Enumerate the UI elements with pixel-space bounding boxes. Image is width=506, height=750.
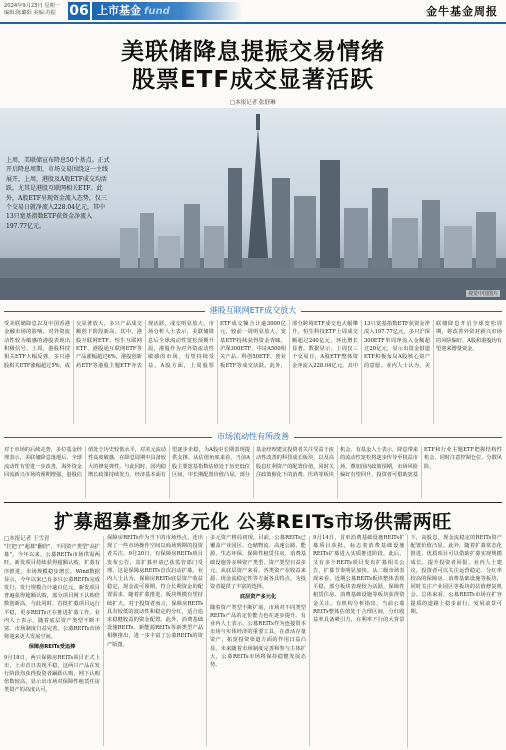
section-1-body: 受美联储降息以及中国香港金融市场的影响，对外资流动性较为敏感的港股表现出积极信号。上周，港股科技相关ETF大幅反弹，多只港股相关ETF涨幅超过5%，成交显著放大，多只产品成交额创下阶段新高。其中，港股互联网ETF、恒生互联网ETF、港股通互联网ETF等产品涨幅超过6%，港股创新药ETF等港股主题ETF亦表现活跃，成交明显放大。市场分析人士表示，美联储降息后全球流动性宽松预期升温，港股作为对外资流动性敏感的市场，有望持续受益。A股方面，上周股票ETF成交额合计逾3000亿元，较前一周明显放大，宽基ETF持续获得资金青睐，沪深300ETF、中证A500相关产品、科创50ETF、创业板ETF等成交活跃。此外，部分跨境ETF成交也大幅攀升，恒生科技ETF上周成交额超过240亿元，环比增长显著。数据显示，上周仅三个交易日，A股ETF整体资金净流入228.04亿元，其中13只宽基指数ETF获资金净流入197.77亿元，多只沪深300ETF单周净流入金额超过20亿元，显示出资金借道ETF积极布局A股核心资产的意愿。业内人士认为，美联储降息开启全球宽松周期，将改善外资对新兴市场的风险偏好，A股和港股均有望迎来增量资金。 (4, 321, 502, 369)
reits-col3-tail: 随着资产类型不断扩展，市场对不同类型REITs产品的定价能力也在逐步提升。有业内人士表示，公募REITs作为连接资本市场与实体经济的重要工具，在盘活存量资产、拓宽投资渠道方面的作用日益凸显。未来随着市场制度完善和参与主体扩大，公募REITs市场将保持稳健发展态势。 (210, 604, 306, 669)
reits-column-1 (4, 543, 100, 748)
section-ghost-word: fund (144, 6, 170, 17)
subhead-hk-etf-text: 港股互联网ETF成交放大 (205, 306, 302, 315)
reits-col2-text: 保障房REITs作为当下的市场热点，还出现了一些市场操作空间以商场到期的投资者关注。9月20日，有保障房REITs项目发布公告，其扩募申请已获监管部门受理，这是保障房REITs首次启动扩募。业内人士认为，保障房REITs底层资产收益稳定，现金流可预期，符合长期资金的配置需求，随着扩募推进，板块规模有望持续扩大。对于投资者而言，保障房REITs具有较低的波动性和稳定的分红，适合追求稳健收益的资金配置。此外，消费基础设施REITs、新能源REITs等新类型产品相继推出，进一步丰富了公募REITs的资产版图。 (107, 535, 203, 648)
section-title: 上市基金 (97, 4, 141, 17)
headline-etf (0, 38, 506, 94)
subhead-liquidity (0, 430, 506, 444)
reits-col1-text: "扛把子"超募"翻倍"，不同资产类型"高扩募"，今年以来，公募REITs市场供需两旺，新发项目持续获得超额认购，扩募有序推进，市场规模稳步增长。Wind数据显示，今年以来已有多只公募REITs完成发行，发行规模合计逾百亿元，新发项目普遍获得超额认购，部分项目网下认购倍数创新高。与此同时，首批扩募项目运行平稳，更多REITs正在推进扩募工作。业内人士表示，随着底层资产类型不断丰富、市场制度日益完善，公募REITs市场将迎来更大发展空间。 (4, 544, 100, 641)
masthead (0, 0, 506, 26)
hong-kong-skyline-photo (0, 108, 506, 300)
lead-paragraph: 上周，美联储宣布降息50个基点。正式开启降息周期，市场交易围绕这一主线展开，上周，港股及A股ETF成交均活跃，尤其是港股互联网相关ETF。此外，A股ETF呈现资金流入态势，仅三个交易日就净流入228.04亿元，其中13只宽基指数ETF获资金净流入197.77亿元。 (6, 157, 110, 230)
headline-reits: 扩募超募叠加多元化 公募REITs市场供需两旺 (54, 511, 452, 533)
page-number: 06 (69, 3, 89, 19)
masthead-rule (0, 22, 506, 24)
reits-col1-subhead: 保障房REITs受追捧 (28, 644, 76, 651)
issue-date (4, 3, 76, 17)
reits-column-3 (210, 534, 306, 748)
headline-line-2: 股票ETF成交显著活跃 (131, 67, 375, 93)
reits-column-4 (313, 534, 502, 748)
article-separator (4, 502, 502, 503)
column-rule (309, 536, 310, 746)
byline-reits: □本报记者 王雪青 (4, 536, 50, 542)
section-banner (92, 2, 242, 20)
headline-line-1: 美联储降息提振交易情绪 (121, 39, 385, 65)
section-2-body: 对于市场的后续走势，多位基金经理表示，美联储降息落地后，全球流动性有望进一步改善，海外资金回流新兴市场的预期增强。港股估值处于历史较低水平，对美元流动性高度敏感，在降息周期中具备较大的修复弹性。与此同时，国内稳增长政策持续发力，经济基本面有望逐步企稳，为A股中长期表现提供支撑。从估值角度来看，当前A股主要宽基指数估值处于历史低位区间，中长期配置价值凸显。部分基金经理建议投资者关注受益于流动性改善的科技成长板块，以及高股息红利资产的配置价值，同时关注政策催化下的消费、医药等板块机会。有基金人士表示，降息带来的流动性宽松将逐步传导至权益市场，叠加国内政策预期，市场风险偏好有望回升，投资者可借助宽基ETF和行业主题ETF把握结构性机会，同时注意控制仓位、分散风险。 (4, 447, 502, 479)
reits-col4-text: 9月14日，首单消费基础设施REITs扩募项目获批，标志着消费基础设施REITs扩募进入实质推进阶段。此后，又有多个REITs项目发布扩募相关公告，扩募节奏明显加快。从二级市场表现来看，近期公募REITs板块整体表现平稳，部分板块表现较为活跃，保障性租赁住房、消费基础设施等板块获得资金关注。有机构分析指出，当前公募REITs整体估值处于合理区间，分红收益率具备吸引力，在利率下行的大背景下，高股息、现金流稳定的REITs资产配置价值凸显。此外，随着扩募常态化推进，优质项目可以借助扩募实现规模成长，提升投资者回报。业内人士建议，投资者可以关注运营稳定、分红率较高的保障房、消费基础设施等板块，同时关注产业园区等板块的估值修复机会。总体来看，公募REITs市场在扩容提质的道路上稳步前行，发展前景可期。 (313, 535, 502, 624)
issue-date-text: 2024年9月23日 星期一 (4, 3, 60, 9)
editor-credit: 编辑:陈璐阳 美编:苏振 (4, 10, 56, 16)
paper-name: 金牛基金周报 (426, 5, 498, 18)
subhead-liquidity-text: 市场流动性有所改善 (212, 432, 294, 441)
reits-col1-tail: 9月18日，两只保障房REITs项目正式上市，上市首日表现平稳，这两只产品在发行阶段均获得投资者踊跃认购，网下认购倍数较高，显示出市场对保障性租赁住房类资产的高度认可。 (4, 654, 100, 694)
reits-col3-text: 多元资产格局初现。目前，公募REITs已覆盖产业园区、仓储物流、高速公路、能源、生态环保、保障性租赁住房、消费基础设施等多种资产类型，资产类型日益多元。从底层资产来看，各类资产在收益来源、现金流稳定性等方面各具特点，为投资者提供了丰富的选择。 (210, 535, 306, 591)
column-rule (206, 536, 207, 746)
photo-credit: 视觉中国图片 (467, 291, 498, 297)
subhead-hk-etf (0, 304, 506, 318)
byline-etf: □本报记者 张舒琳 (230, 100, 276, 106)
reits-column-2 (107, 534, 203, 748)
reits-col3-subhead: 底层资产多元化 (239, 594, 277, 601)
column-rule (103, 536, 104, 746)
